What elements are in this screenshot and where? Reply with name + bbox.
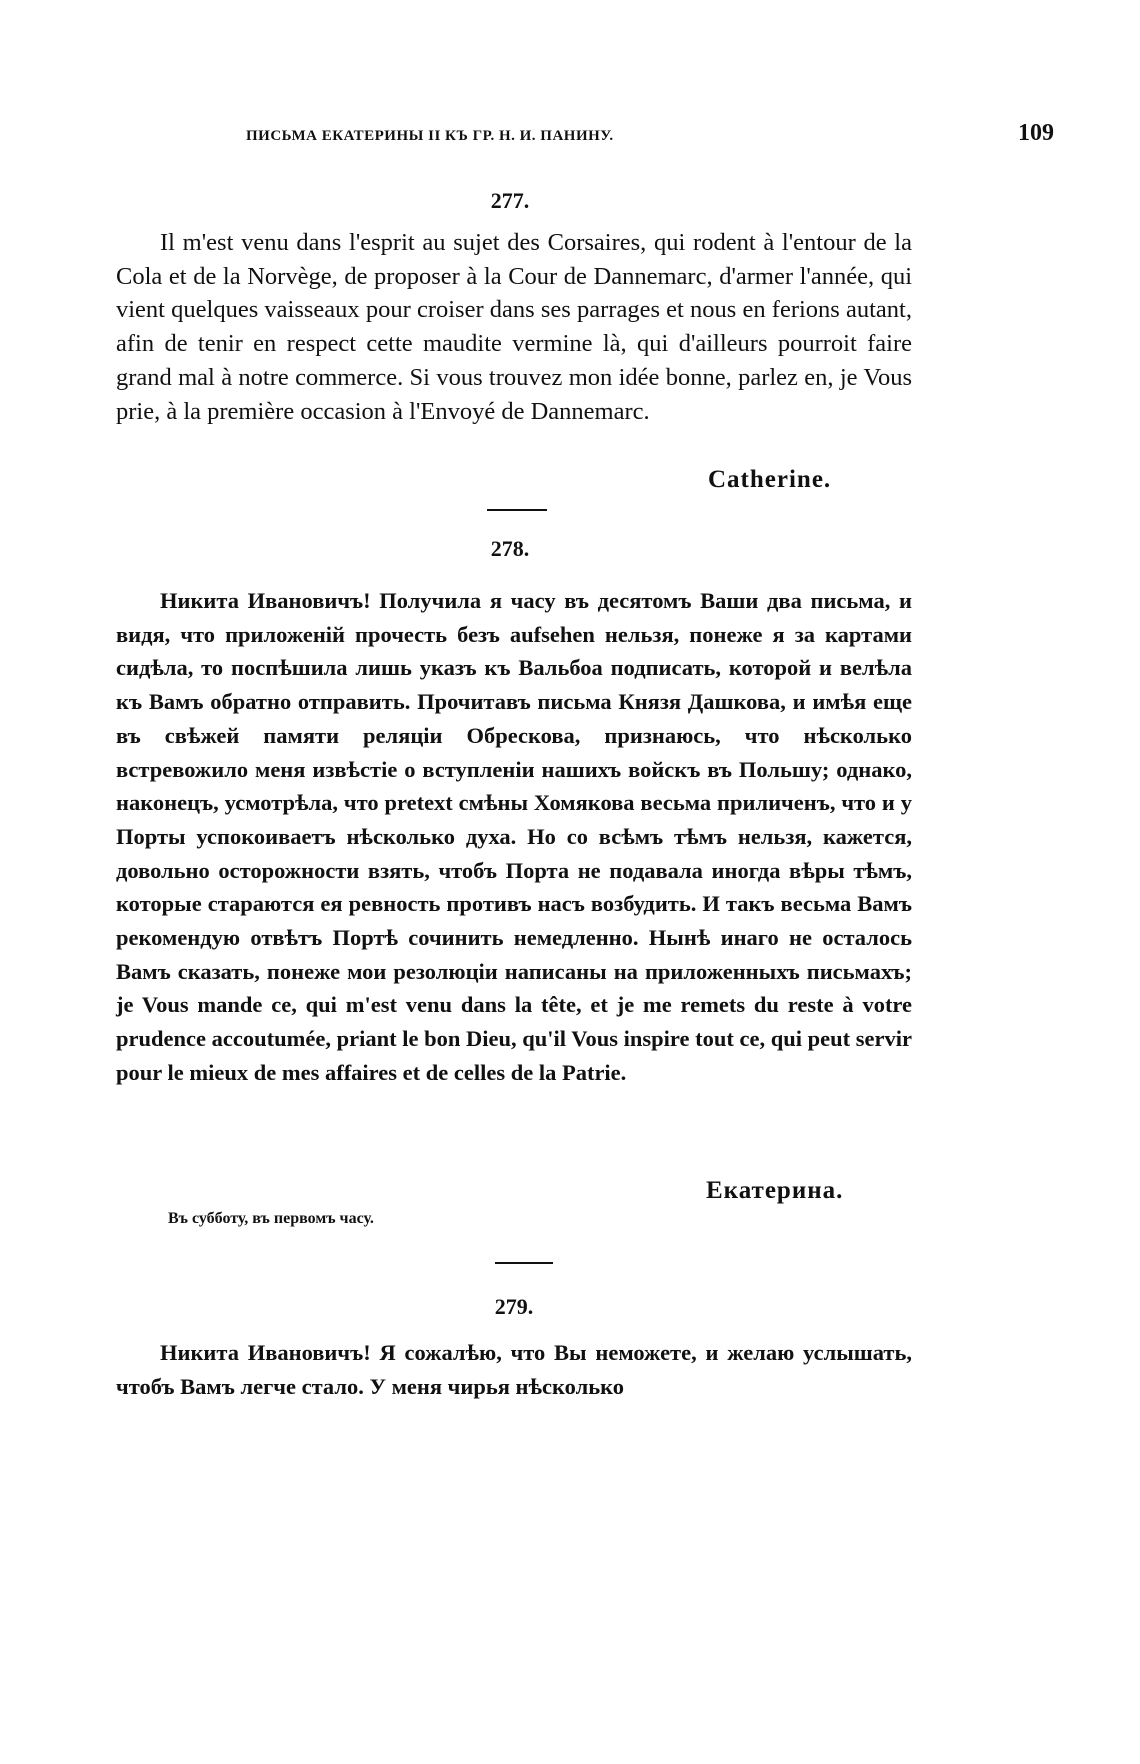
letter-number-277: 277. <box>490 188 530 213</box>
letter-277-text: Il m'est venu dans l'esprit au sujet des Corsaires, qui rodent à l'entour de la Cola et de la Norvège, de proposer à la Cour de Dannemarc, d'armer l'année, qui vient quelques vaisseaux pour croiser dans ses parrages et nous en ferions autant, afin de tenir en respect cette maudite vermine là, qui d'ailleurs pourroit faire grand mal à notre commerce. Si vous trouvez mon idée bonne, parlez en, je Vous prie, à la première occasion à l'Envoyé de Dannemarc. <box>116 229 912 425</box>
letter-277-signature: Catherine. <box>708 466 832 493</box>
letter-number-278: 278. <box>490 536 530 561</box>
letter-number-279: 279. <box>494 1294 534 1319</box>
letter-278-dateline: Въ субботу, въ первомъ часу. <box>168 1210 374 1227</box>
letter-279-text: Никита Ивановичъ! Я сожалѣю, что Вы неможете, и желаю услышать, чтобъ Вамъ легче стало. У меня чирья нѣсколько <box>116 1340 912 1399</box>
section-divider <box>487 509 547 511</box>
section-divider <box>495 1262 553 1264</box>
running-head: ПИСЬМА ЕКАТЕРИНЫ II КЪ ГР. Н. И. ПАНИНУ. <box>246 128 614 144</box>
letter-278-signature: Екатерина. <box>706 1177 844 1204</box>
page-number: 109 <box>1018 120 1054 146</box>
letter-278-text: Никита Ивановичъ! Получила я часу въ десятомъ Ваши два письма, и видя, что приложеній прочесть безъ aufsehen нельзя, понеже я за картами сидѣла, то поспѣшила лишь указъ къ Вальбоа подписать, которой и велѣла къ Вамъ обратно отправить. Прочитавъ письма Князя Дашкова, и имѣя еще въ свѣжей памяти реляціи Обрескова, признаюсь, что нѣсколько встревожило меня извѣстіе о вступленіи нашихъ войскъ въ Польшу; однако, наконецъ, усмотрѣла, что pretext смѣны Хомякова весьма приличенъ, что и у Порты успокоиваетъ нѣсколько духа. Но со всѣмъ тѣмъ нельзя, кажется, довольно осторожности взять, чтобъ Порта не подавала иногда вѣры тѣмъ, которые стараются ея ревность противъ насъ возбудить. И такъ весьма Вамъ рекомендую отвѣтъ Портѣ сочинить немедленно. Нынѣ инаго не осталось Вамъ сказать, понеже мои резолюціи написаны на приложенныхъ письмахъ; je Vous mande ce, qui m'est venu dans la tête, et je me remets du reste à votre prudence accoutumée, priant le bon Dieu, qu'il Vous inspire tout ce, qui peut servir pour le mieux de mes affaires et de celles de la Patrie. <box>116 588 912 1085</box>
